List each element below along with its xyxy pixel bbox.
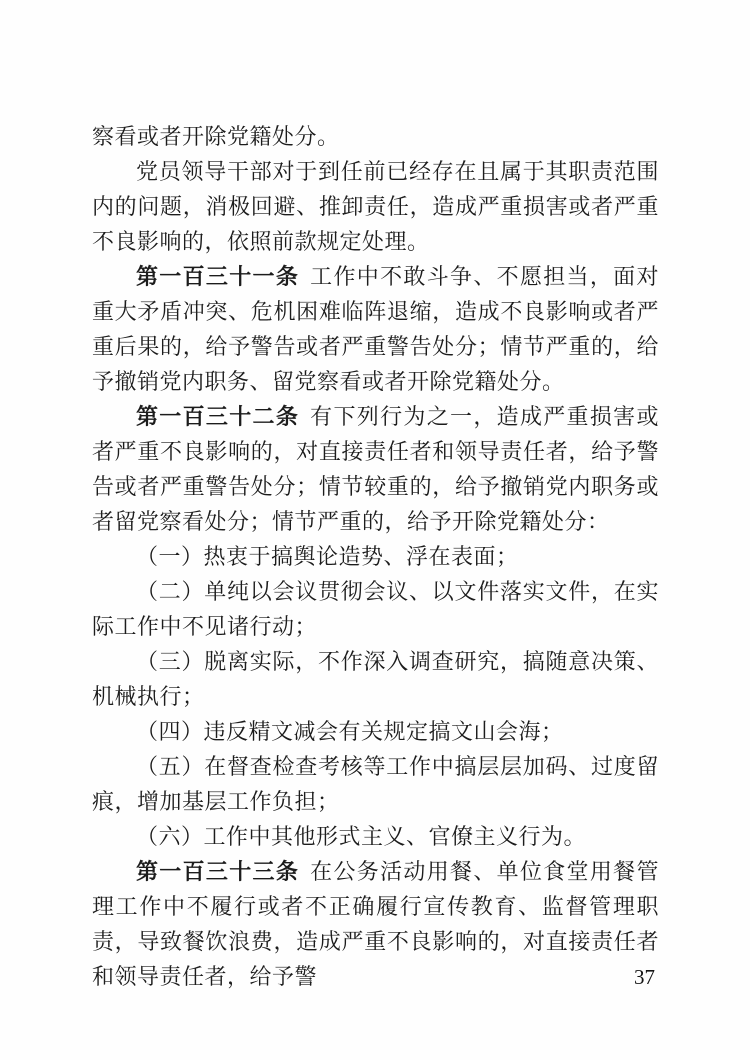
paragraph (92, 714, 659, 749)
paragraph (92, 539, 659, 574)
document-body (92, 119, 659, 994)
article-number: 第一百三十一条 (136, 264, 300, 289)
paragraph (92, 819, 659, 854)
page-number: 37 (634, 965, 655, 989)
article-paragraph (92, 399, 659, 539)
paragraph-text: （一）热衷于搞舆论造势、浮在表面； (136, 544, 519, 569)
paragraph (92, 644, 659, 714)
paragraph-text: 有下列行为之一，造成严重损害或者严重不良影响的，对直接责任者和领导责任者，给予警告或者严重警告处分；情节较重的，给予撤销党内职务或者留党察看处分；情节严重的，给予开除党籍处分： (92, 404, 659, 534)
paragraph (92, 574, 659, 644)
paragraph-text: （三）脱离实际，不作深入调查研究，搞随意决策、机械执行； (92, 649, 659, 709)
paragraph (92, 749, 659, 819)
article-number: 第一百三十三条 (136, 859, 300, 884)
paragraph-text: 察看或者开除党籍处分。 (92, 124, 340, 149)
paragraph-text: 在公务活动用餐、单位食堂用餐管理工作中不履行或者不正确履行宣传教育、监督管理职责，导致餐饮浪费，造成严重不良影响的，对直接责任者和领导责任者，给予警 (92, 859, 659, 989)
paragraph (92, 119, 659, 154)
paragraph-text: （四）违反精文减会有关规定搞文山会海； (136, 719, 564, 744)
article-paragraph (92, 854, 659, 994)
paragraph-text: 工作中不敢斗争、不愿担当，面对重大矛盾冲突、危机困难临阵退缩，造成不良影响或者严重后果的，给予警告或者严重警告处分；情节严重的，给予撤销党内职务、留党察看或者开除党籍处分。 (92, 264, 659, 394)
article-paragraph (92, 259, 659, 399)
paragraph-text: （二）单纯以会议贯彻会议、以文件落实文件，在实际工作中不见诸行动； (92, 579, 659, 639)
paragraph-text: （五）在督查检查考核等工作中搞层层加码、过度留痕，增加基层工作负担； (92, 754, 659, 814)
paragraph-text: 党员领导干部对于到任前已经存在且属于其职责范围内的问题，消极回避、推卸责任，造成严重损害或者严重不良影响的，依照前款规定处理。 (92, 159, 659, 254)
paragraph-text: （六）工作中其他形式主义、官僚主义行为。 (136, 824, 587, 849)
article-number: 第一百三十二条 (136, 404, 300, 429)
paragraph (92, 154, 659, 259)
